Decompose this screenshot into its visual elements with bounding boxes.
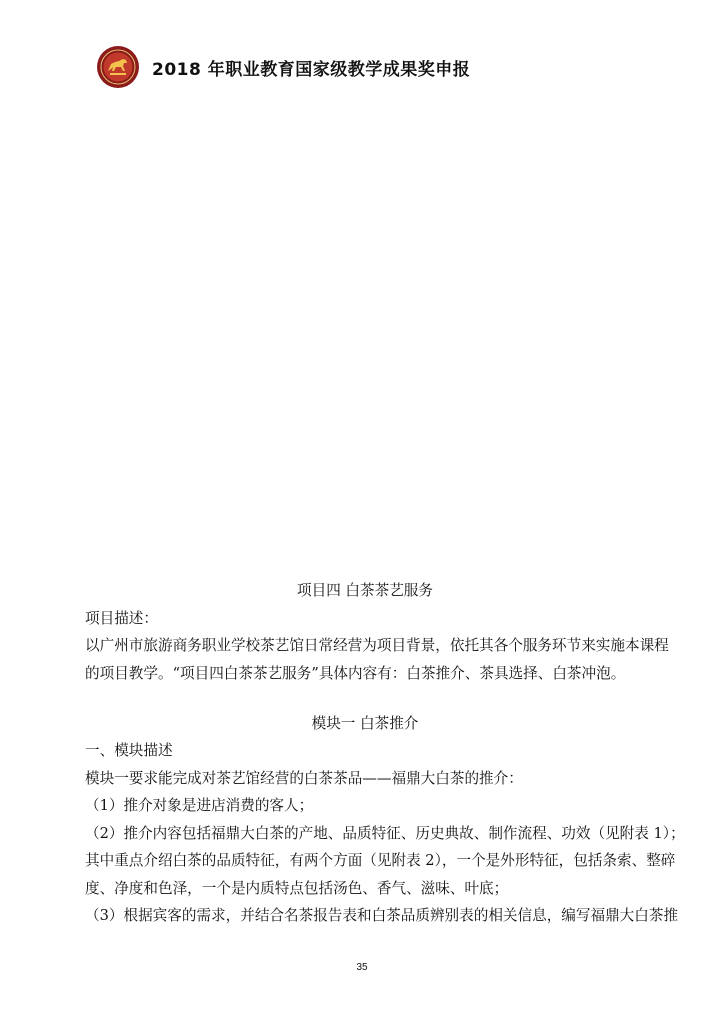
- module-line-4: 其中重点介绍白茶的品质特征，有两个方面（见附表 2），一个是外形特征，包括条索、整碎: [85, 852, 676, 869]
- page-header: [96, 44, 470, 90]
- module-line-1: 模块一要求能完成对茶艺馆经营的白茶茶品——福鼎大白茶的推介：: [85, 770, 523, 787]
- module-line-6: （3）根据宾客的需求，并结合名茶报告表和白茶品质辨别表的相关信息，编写福鼎大白茶推: [85, 907, 679, 924]
- module-line-5: 度、净度和色泽，一个是内质特点包括汤色、香气、滋味、叶底；: [85, 880, 509, 897]
- project-title: 项目四 白茶茶艺服务: [297, 582, 433, 599]
- module-line-2: （1）推介对象是进店消费的客人；: [85, 797, 314, 814]
- section-heading: 一、模块描述: [85, 742, 173, 759]
- school-emblem-icon: [96, 45, 140, 89]
- module-line-3: （2）推介内容包括福鼎大白茶的产地、品质特征、历史典故、制作流程、功效（见附表 1）；: [85, 825, 685, 842]
- page-number: 35: [356, 962, 368, 973]
- header-title: 2018 年职业教育国家级教学成果奖申报: [152, 59, 471, 80]
- project-desc-line-2: 的项目教学。“项目四白茶茶艺服务”具体内容有：白茶推介、茶具选择、白茶冲泡。: [85, 665, 626, 682]
- module-title: 模块一 白茶推介: [311, 715, 419, 732]
- project-desc-line-1: 以广州市旅游商务职业学校茶艺馆日常经营为项目背景，依托其各个服务环节来实施本课程: [85, 637, 669, 654]
- project-desc-label: 项目描述：: [85, 610, 158, 627]
